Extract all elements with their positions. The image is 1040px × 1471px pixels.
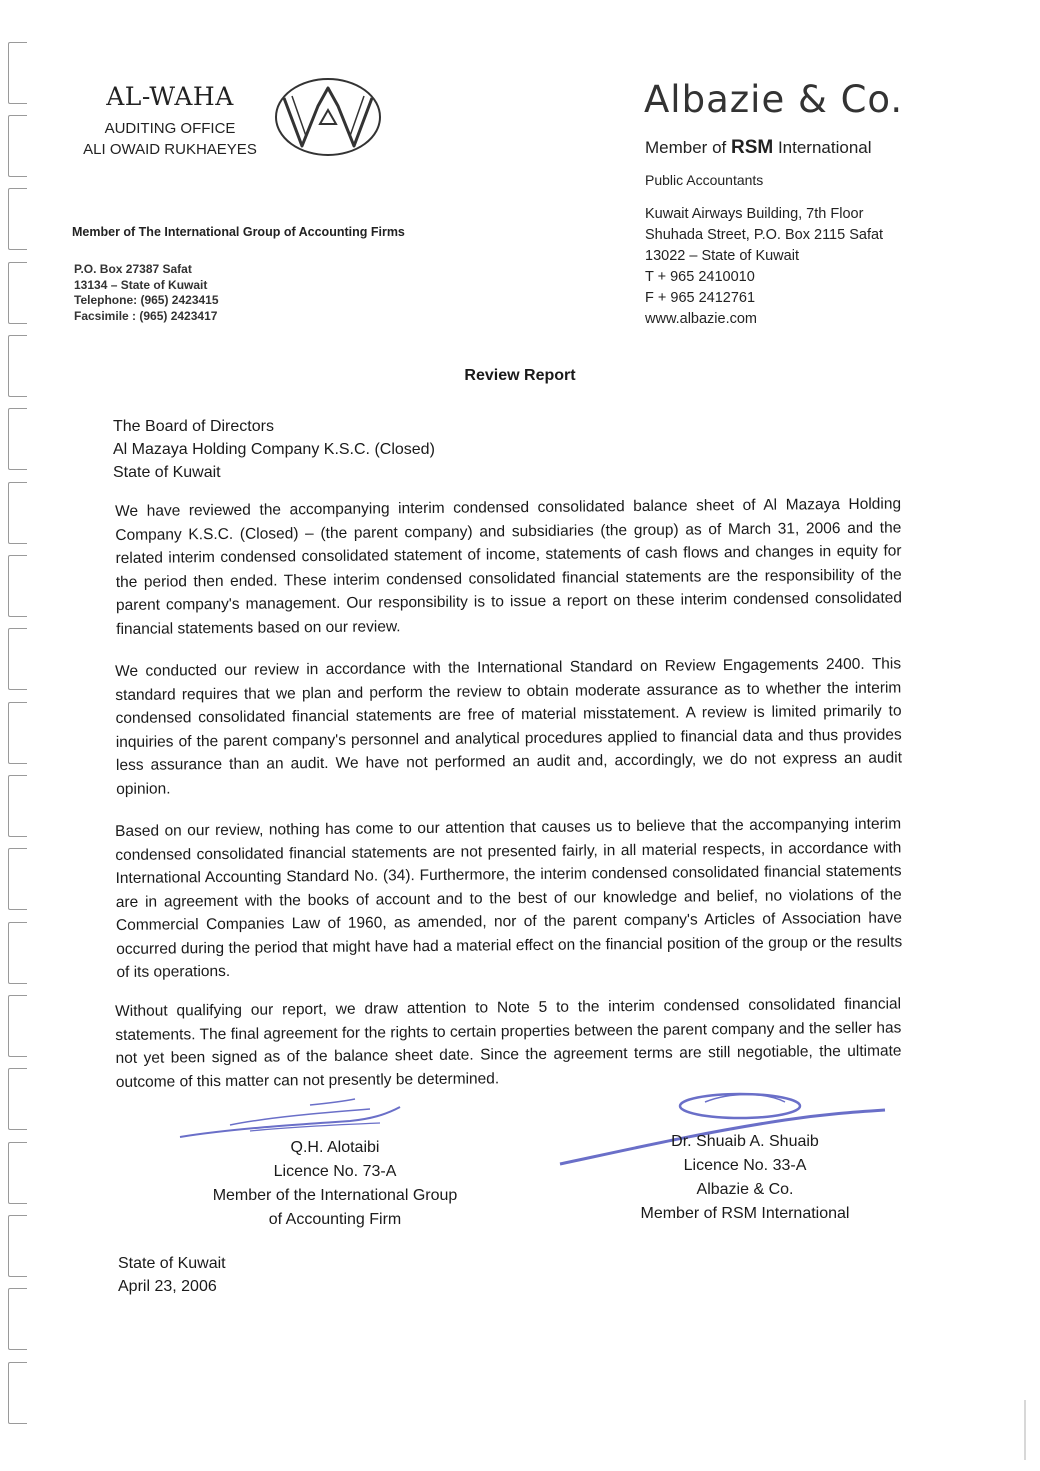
right-firm-name: Albazie & Co.	[644, 78, 904, 121]
left-firm-subtitle-2: ALI OWAID RUKHAEYES	[83, 141, 257, 158]
left-firm-name: AL-WAHA	[106, 82, 234, 111]
left-signatory-line: of Accounting Firm	[268, 1211, 402, 1228]
left-firm-address	[74, 262, 219, 324]
left-address-line: Telephone: (965) 2423415	[74, 293, 219, 307]
left-signatory	[190, 1136, 480, 1232]
footer-date: April 23, 2006	[118, 1278, 217, 1295]
left-signatory-line: Q.H. Alotaibi	[290, 1139, 380, 1156]
addressee	[113, 415, 435, 484]
rsm-brand: RSM	[730, 137, 774, 158]
right-address-line: Kuwait Airways Building, 7th Floor	[645, 206, 864, 222]
binding-marks	[0, 0, 40, 1471]
left-firm-subtitle-1: AUDITING OFFICE	[104, 120, 236, 137]
right-signatory-line: Member of RSM International	[640, 1205, 850, 1222]
right-firm-address	[645, 204, 905, 330]
left-address-line: Facsimile : (965) 2423417	[74, 308, 218, 323]
report-paragraph-4: Without qualifying our report, we draw attention to Note 5 to the interim condensed consolidated financial statements. The final agreement for the rights to certain properties between the parent company and the seller has not yet been signed as of the balance sheet date. Since the agreement terms are still negotiable, the ultimate outcome of this matter can not presently be determined.	[115, 995, 902, 1091]
footer-place: State of Kuwait	[118, 1255, 226, 1272]
right-address-line: www.albazie.com	[645, 311, 758, 327]
left-firm-subtitle	[70, 118, 270, 160]
right-address-line: 13022 – State of Kuwait	[645, 248, 799, 264]
page-edge-divider	[1024, 1400, 1026, 1460]
addressee-line: Al Mazaya Holding Company K.S.C. (Closed)	[113, 441, 435, 458]
left-signatory-line: Member of the International Group	[212, 1187, 458, 1204]
addressee-line: The Board of Directors	[113, 418, 274, 435]
addressee-line: State of Kuwait	[113, 464, 221, 481]
right-address-line: T + 965 2410010	[645, 269, 755, 285]
rsm-member-prefix: Member of	[645, 138, 731, 157]
right-address-line: F + 965 2412761	[645, 290, 756, 306]
left-firm-membership: Member of The International Group of Accounting Firms	[72, 225, 405, 239]
left-address-line: P.O. Box 27387 Safat	[74, 262, 192, 276]
left-address-line: 13134 – State of Kuwait	[74, 277, 208, 292]
right-firm-membership	[645, 137, 872, 159]
footer	[118, 1252, 226, 1298]
al-waha-logo-icon	[272, 76, 384, 158]
report-paragraph-2: We conducted our review in accordance with the International Standard on Review Engagements 2400. This standard requires that we plan and perform the review to obtain moderate assurance as to whether the interim condensed consolidated financial statements are free of material misstatement. A review is limited primarily to inquiries of the parent company's personnel and analytical procedures applied to financial data and thus provides less assurance than an audit. We have not performed an audit and, accordingly, we do not express an audit opinion.	[115, 655, 903, 798]
rsm-member-suffix: International	[773, 138, 872, 157]
left-signatory-line: Licence No. 73-A	[273, 1163, 397, 1180]
right-signatory	[620, 1130, 870, 1226]
report-paragraph-1: We have reviewed the accompanying interim condensed consolidated balance sheet of Al Mazaya Holding Company K.S.C. (Closed) – (the parent company) and subsidiaries (the group) as of March 31, 2006 and the related interim condensed consolidated statement of income, statements of cash flows and changes in equity for the period then ended. These interim condensed consolidated financial statements are the responsibility of the parent company's management. Our responsibility is to issue a report on these interim condensed consolidated financial statements based on our review.	[115, 495, 903, 638]
right-signatory-line: Dr. Shuaib A. Shuaib	[671, 1133, 819, 1150]
right-signatory-line: Albazie & Co.	[696, 1181, 794, 1198]
right-firm-type: Public Accountants	[645, 172, 764, 188]
right-signatory-line: Licence No. 33-A	[683, 1157, 807, 1174]
report-title: Review Report	[464, 367, 576, 384]
right-address-line: Shuhada Street, P.O. Box 2115 Safat	[645, 227, 884, 243]
report-paragraph-3: Based on our review, nothing has come to our attention that causes us to believe that the accompanying interim condensed consolidated financial statements are not presented fairly, in all material respects, in accordance with International Accounting Standard No. (34). Furthermore, the interim condensed consolidated financial statements are in agreement with the books of account and to the best of our knowledge and belief, no violations of the Commercial Companies Law of 1960, as amended, nor of the parent company's Articles of Association have occurred during the period that might have had a material effect on the financial position of the group or the results of its operations.	[115, 815, 903, 981]
